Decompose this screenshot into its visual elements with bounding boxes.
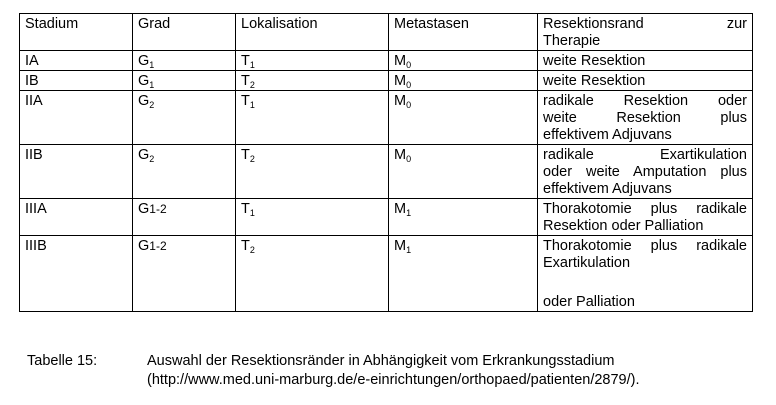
cell-resektionsrand: weite Resektion xyxy=(538,71,753,91)
cell-resektionsrand: radikale Exartikulation oder weite Amputation plus effektivem Adjuvans xyxy=(538,145,753,199)
cell-resektionsrand: Thorakotomie plus radikale Exartikulation oder Palliation xyxy=(538,236,753,312)
cell-grad: G1-2 xyxy=(133,199,236,236)
cell-metastasen: $M_0$ xyxy=(389,91,538,145)
cell-stadium: IIB xyxy=(20,145,133,199)
table-row xyxy=(20,199,753,236)
header-stadium: Stadium xyxy=(20,14,133,51)
cell-metastasen: $M_0$ xyxy=(389,145,538,199)
caption-line1: Auswahl der Resektionsränder in Abhängigkeit vom Erkrankungsstadium xyxy=(147,353,615,369)
table-row xyxy=(20,91,753,145)
cell-lokalisation: $T_1$ xyxy=(236,91,389,145)
cell-metastasen: $M_1$ xyxy=(389,199,538,236)
cell-metastasen: $M_1$ xyxy=(389,236,538,312)
cell-grad: G1-2 xyxy=(133,236,236,312)
cell-lokalisation: $T_2$ xyxy=(236,145,389,199)
cell-grad: $G_1$ xyxy=(133,51,236,71)
cell-lokalisation: $T_1$ xyxy=(236,51,389,71)
header-resektionsrand-line2: Therapie xyxy=(543,33,601,49)
caption-text xyxy=(147,352,767,390)
cell-grad: $G_1$ xyxy=(133,71,236,91)
cell-stadium: IB xyxy=(20,71,133,91)
staging-table xyxy=(19,13,753,312)
header-grad: Grad xyxy=(133,14,236,51)
cell-resektionsrand: radikale Resektion oder weite Resektion plus effektivem Adjuvans xyxy=(538,91,753,145)
cell-metastasen: $M_0$ xyxy=(389,71,538,91)
header-lokalisation: Lokalisation xyxy=(236,14,389,51)
cell-lokalisation: $T_2$ xyxy=(236,236,389,312)
table-header-row xyxy=(20,14,753,51)
cell-spacer xyxy=(543,272,747,294)
cell-stadium: IIIB xyxy=(20,236,133,312)
table-row xyxy=(20,236,753,312)
cell-lokalisation: $T_1$ xyxy=(236,199,389,236)
caption-line2: (http://www.med.uni-marburg.de/e-einrichtungen/orthopaed/patienten/2879/). xyxy=(147,372,640,388)
header-resektionsrand xyxy=(538,14,753,51)
caption-label: Tabelle 15: xyxy=(27,353,98,369)
cell-metastasen: $M_0$ xyxy=(389,51,538,71)
cell-resektionsrand: weite Resektion xyxy=(538,51,753,71)
header-metastasen: Metastasen xyxy=(389,14,538,51)
cell-lokalisation: $T_2$ xyxy=(236,71,389,91)
header-resektionsrand-line1: Resektionsrand zur xyxy=(543,16,747,32)
table-row xyxy=(20,145,753,199)
table-row xyxy=(20,71,753,91)
cell-grad: $G_2$ xyxy=(133,91,236,145)
cell-resektionsrand: Thorakotomie plus radikale Resektion oder Palliation xyxy=(538,199,753,236)
table-row xyxy=(20,51,753,71)
cell-stadium: IA xyxy=(20,51,133,71)
cell-grad: $G_2$ xyxy=(133,145,236,199)
cell-stadium: IIIA xyxy=(20,199,133,236)
cell-stadium: IIA xyxy=(20,91,133,145)
